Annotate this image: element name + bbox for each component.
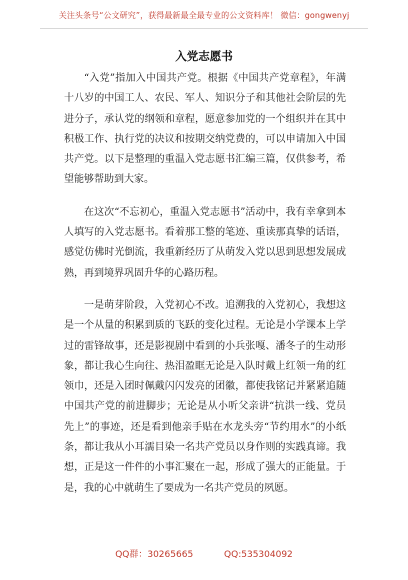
footer-qq: QQ:535304092 (224, 550, 293, 560)
paragraph-intro: “入党”指加入中国共产党。根据《中国共产党章程》，年满十八岁的中国工人、农民、军人、知识分子和其他社会阶层的先进分子，承认党的纲领和章程，愿意参加党的一个组织并在其中积极工作、执行党的决议和按期交纳党费的，可以申请加入中国共产党。以下是整理的重温入党志愿书汇编三篇，仅供参考，希望能够帮助到大家。 (64, 73, 346, 186)
header-banner: 关注头条号“公文研究”，获得最新最全最专业的公文资料库！ 微信：gongwenyj (58, 11, 350, 20)
paragraph-activity: 在这次“不忘初心，重温入党志愿书”活动中，我有幸拿到本人填写的入党志愿书。看着那工整的笔迹、重读那真挚的话语，感觉仿佛时光倒流，我重新经历了从萌发入党以思到思想发展成熟，再到境界巩固升华的心路历程。 (64, 206, 346, 279)
footer-qq-group: QQ群：30265665 (115, 550, 194, 560)
footer-contact (0, 547, 408, 560)
paragraph-stage-one: 一是萌芽阶段，入党初心不改。追溯我的入党初心，我想这是一个从量的积累到质的飞跃的变化过程。无论是小学课本上学过的雷锋故事，还是影视剧中看到的小兵张嘎、潘冬子的生动形象，都让我心生向往、热泪盈眶无论是入队时戴上红领一角的红领巾，还是入团时佩戴闪闪发亮的团徽，都使我铭记并紧紧追随中国共产党的前进脚步；无论是从小听父亲讲“抗洪一线、党员先上”的事迹，还是看到他亲手贴在水龙头旁“节约用水”的小纸条，都让我从小耳濡目染一名共产党员以身作则的实践真谛。我想，正是这一件件的小事汇聚在一起，形成了强大的正能量。于是，我的心中就萌生了要成为一名共产党员的夙愿。 (64, 299, 346, 494)
document-body (64, 69, 346, 511)
header-divider (40, 28, 368, 29)
document-title: 入党志愿书 (175, 49, 233, 63)
